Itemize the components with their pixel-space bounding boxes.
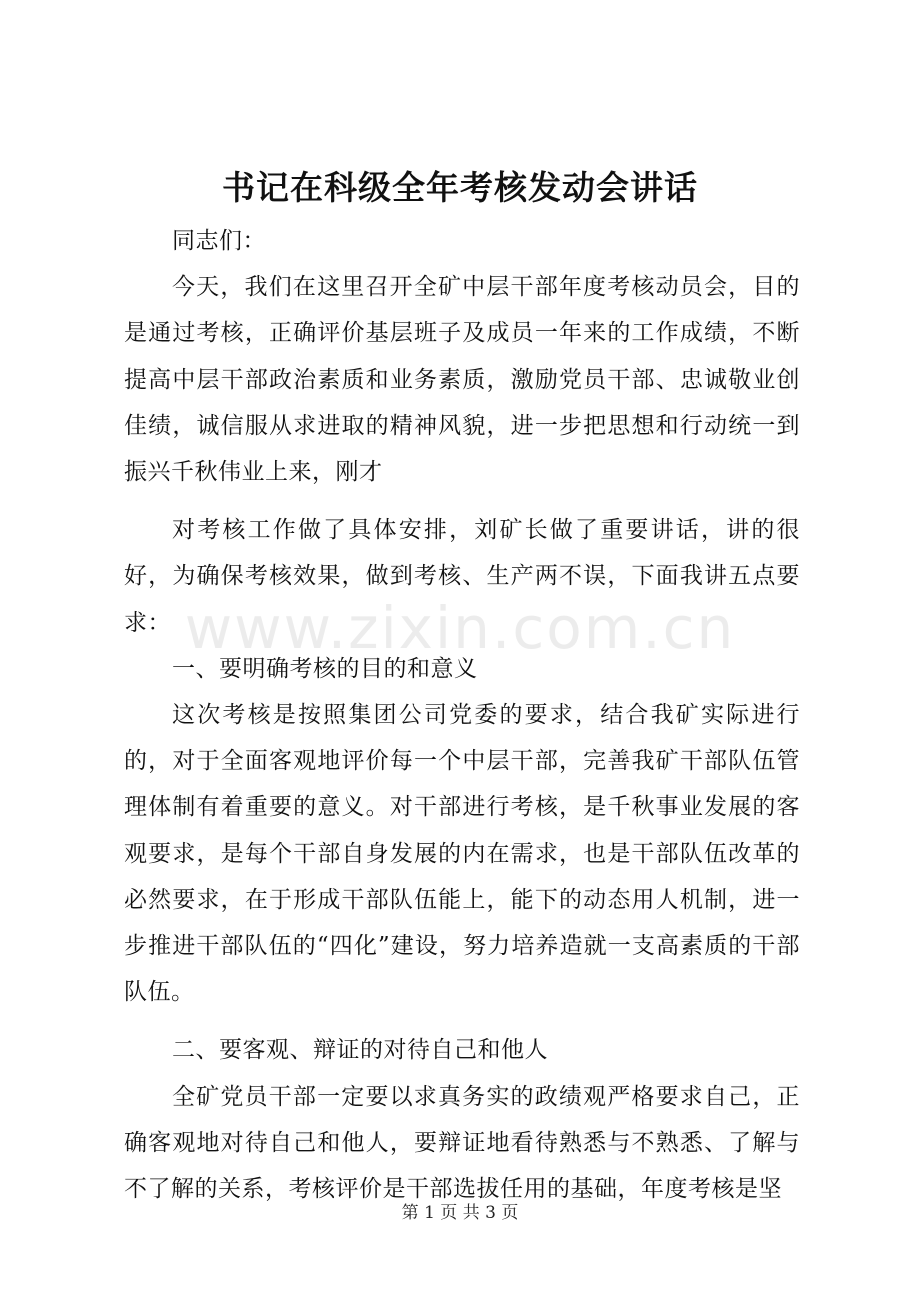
page-footer: 第 1 页 共 3 页 xyxy=(401,1203,519,1223)
paragraph-intro: 今天，我们在这里召开全矿中层干部年度考核动员会，目的是通过考核，正确评价基层班子及成员一年来的工作成绩，不断提高中层干部政治素质和业务素质，激励党员干部、忠诚敬业创佳绩，诚信服从求进取的精神风貌，进一步把思想和行动统一到振兴千秋伟业上来，刚才 xyxy=(124,274,800,486)
watermark: www.zixin.com.cn xyxy=(184,594,736,662)
section-heading-2: 二、要客观、辩证的对待自己和他人 xyxy=(172,1037,548,1064)
document-title: 书记在科级全年考核发动会讲话 xyxy=(222,168,698,207)
document-body xyxy=(124,218,800,1212)
paragraph-requirements: 对考核工作做了具体安排，刘矿长做了重要讲话，讲的很好，为确保考核效果，做到考核、生产两不误，下面我讲五点要求： xyxy=(124,517,800,636)
paragraph-section-2: 全矿党员干部一定要以求真务实的政绩观严格要求自己，正确客观地对待自己和他人，要辩证地看待熟悉与不熟悉、了解与不了解的关系，考核评价是干部选拔任用的基础，年度考核是坚 xyxy=(124,1083,800,1203)
paragraph-section-1: 这次考核是按照集团公司党委的要求，结合我矿实际进行的，对于全面客观地评价每一个中层干部，完善我矿干部队伍管理体制有着重要的意义。对干部进行考核，是千秋事业发展的客观要求，是每个干部自身发展的内在需求，也是干部队伍改革的必然要求，在于形成干部队伍能上，能下的动态用人机制，进一步推进干部队伍的“四化”建设，努力培养造就一支高素质的干部队伍。 xyxy=(124,702,800,1006)
salutation: 同志们： xyxy=(172,228,266,254)
section-heading-1: 一、要明确考核的目的和意义 xyxy=(172,655,478,682)
